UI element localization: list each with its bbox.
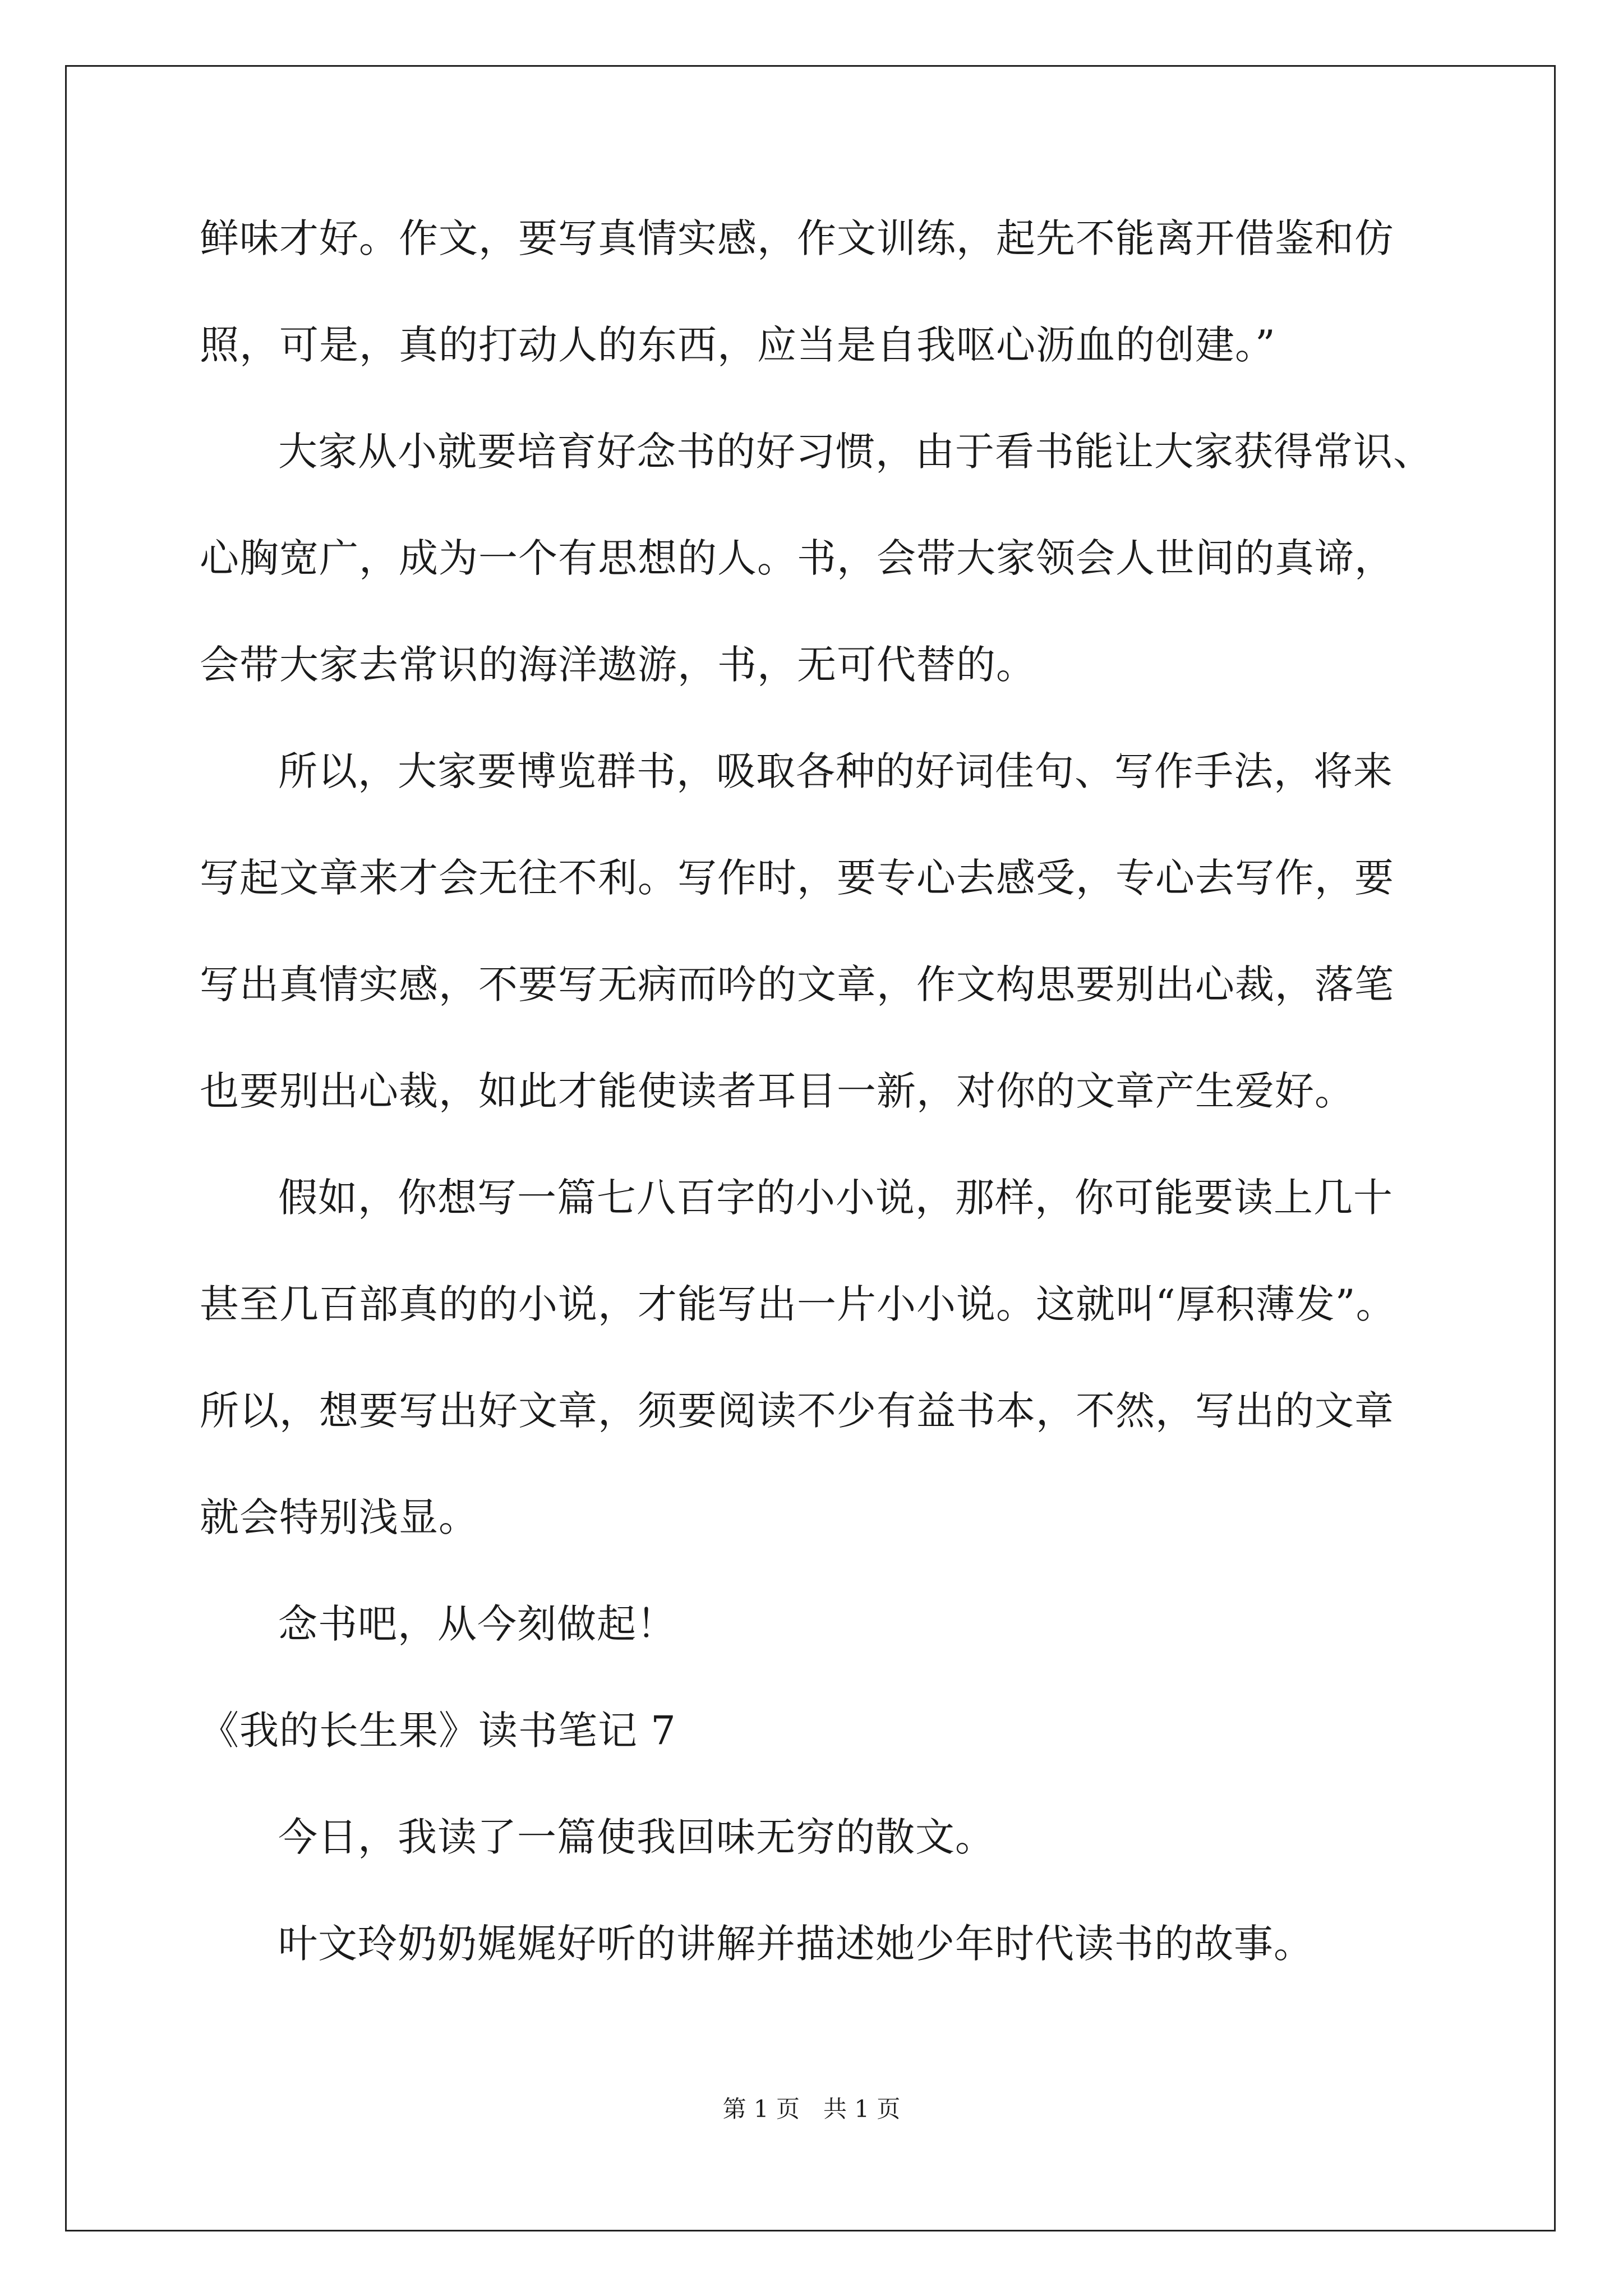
text-line: 写起文章来才会无往不利。写作时，要专心去感受，专心去写作，要 [200,855,1394,901]
paragraph-first-line: 假如，你想写一篇七八百字的小小说，那样，你可能要读上几十 [278,1175,1393,1221]
text-line: 鲜味才好。作文，要写真情实感，作文训练，起先不能离开借鉴和仿 [200,215,1394,261]
page-number-footer: 第 1 页 共 1 页 [722,2095,901,2123]
text-line: 所以，想要写出好文章，须要阅读不少有益书本，不然，写出的文章 [200,1388,1394,1434]
paragraph-first-line: 今日，我读了一篇使我回味无穷的散文。 [278,1814,995,1860]
text-line: 甚至几百部真的的小说，才能写出一片小小说。这就叫“厚积薄发”。 [200,1281,1396,1327]
text-line: 会带大家去常识的海洋遨游，书，无可代替的。 [200,642,1036,688]
text-line: 就会特别浅显。 [200,1494,478,1540]
text-line: 写出真情实感，不要写无病而吟的文章，作文构思要别出心裁，落笔 [200,961,1394,1007]
text-line: 心胸宽广，成为一个有思想的人。书，会带大家领会人世间的真谛， [200,535,1394,581]
text-line: 照，可是，真的打动人的东西，应当是自我呕心沥血的创建。” [200,322,1276,368]
paragraph-first-line: 大家从小就要培育好念书的好习惯，由于看书能让大家获得常识、 [278,429,1433,475]
paragraph-first-line: 念书吧，从今刻做起！ [278,1601,676,1647]
paragraph-first-line: 所以，大家要博览群书，吸取各种的好词佳句、写作手法，将来 [278,748,1393,794]
page-frame [65,65,1556,2231]
text-line: 也要别出心裁，如此才能使读者耳目一新，对你的文章产生爱好。 [200,1068,1354,1114]
section-heading: 《我的长生果》读书笔记 7 [200,1708,676,1754]
paragraph-first-line: 叶文玲奶奶娓娓好听的讲解并描述她少年时代读书的故事。 [278,1921,1313,1967]
